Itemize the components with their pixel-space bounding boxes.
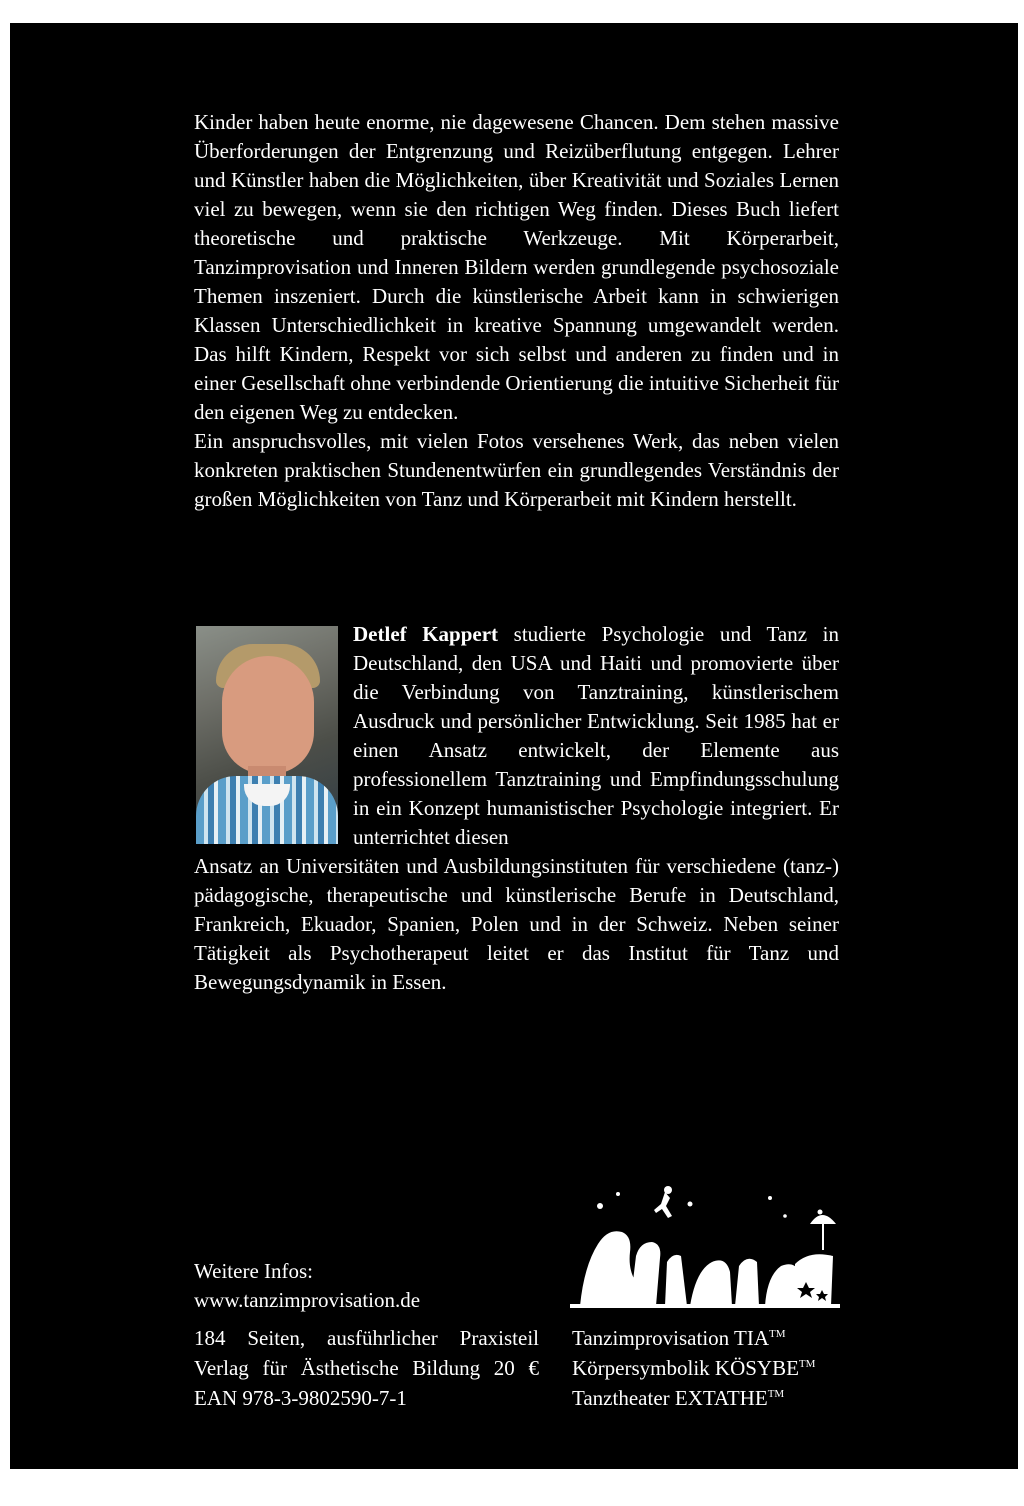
book-blurb — [194, 108, 839, 514]
author-name: Detlef Kappert — [353, 622, 499, 646]
author-bio-intro — [353, 620, 839, 852]
further-info — [194, 1257, 420, 1315]
back-cover — [10, 23, 1018, 1469]
author-bio-side-text: studierte Psychologie und Tanz in Deutschland, den USA und Haiti und promovierte über die Verbindung von Tanztraining, künstlerischem Ausdruck und persönlicher Entwicklung. Seit 1985 hat er einen Ansatz entwickelt, der Elemente aus professionellem Tanztraining und Empfindungsschulung in ein Konzept humanistischer Psychologie integriert. Er unterrichtet diesen — [353, 622, 839, 849]
trademark-item: Körpersymbolik KÖSYBE™ — [572, 1356, 816, 1380]
publisher-price: Verlag für Ästhetische Bildung 20 € — [194, 1356, 539, 1380]
trademark-item: Tanztheater EXTATHE™ — [572, 1386, 785, 1410]
dancers-logo — [570, 1186, 840, 1308]
website-url: www.tanzimprovisation.de — [194, 1288, 421, 1312]
blurb-paragraph-1: Kinder haben heute enorme, nie dagewesene Chancen. Dem stehen massive Überforderungen der Entgrenzung und Reizüberflutung entgegen. Lehrer und Künstler haben die Möglichkeiten, über Kreativität und Soziales Lernen viel zu bewegen, wenn sie den richtigen Weg finden. Dieses Buch liefert theoretische und praktische Werkzeuge. Mit Körperarbeit, Tanzimprovisation und Inneren Bildern werden grundlegende psychosoziale Themen inszeniert. Durch die künstlerische Arbeit kann in schwierigen Klassen Unterschiedlichkeit in kreative Spannung umgewandelt werden. Das hilft Kindern, Respekt vor sich selbst und anderen zu finden und in einer Gesellschaft ohne verbindende Orientierung die intuitive Sicherheit für den eigenen Weg zu entdecken. — [194, 110, 839, 424]
author-photo — [196, 626, 338, 844]
ean-number: EAN 978-3-9802590-7-1 — [194, 1386, 407, 1410]
author-bio-continued: Ansatz an Universitäten und Ausbildungsinstituten für verschiedene (tanz-) pädagogische, therapeutische und künstlerische Berufe in Deutschland, Frankreich, Ekuador, Spanien, Polen und in der Schweiz. Neben seiner Tätigkeit als Psychotherapeut leitet er das Institut für Tanz und Bewegungsdynamik in Essen. — [194, 854, 839, 994]
further-info-label: Weitere Infos: — [194, 1259, 314, 1283]
page-count: 184 Seiten, ausführlicher Praxisteil — [194, 1326, 539, 1350]
trademark-list — [572, 1323, 815, 1413]
trademark-item: Tanzimprovisation TIA™ — [572, 1326, 786, 1350]
blurb-paragraph-2: Ein anspruchsvolles, mit vielen Fotos versehenes Werk, das neben vielen konkreten praktischen Stundenentwürfen ein grundlegendes Verständnis der großen Möglichkeiten von Tanz und Körperarbeit mit Kindern herstellt. — [194, 429, 839, 511]
book-details — [194, 1323, 539, 1413]
